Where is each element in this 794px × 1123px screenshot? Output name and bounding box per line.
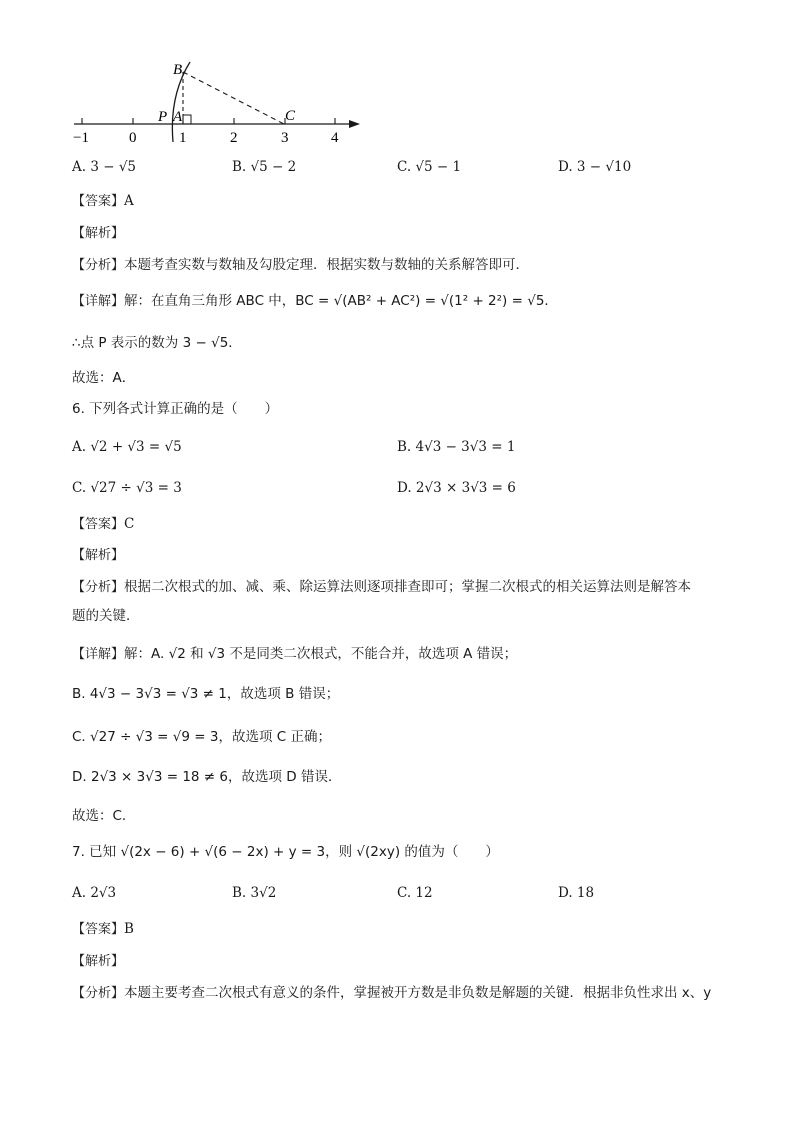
label-b: B <box>173 62 183 78</box>
tick-label: 3 <box>281 130 289 146</box>
q6-detail-d: D. 2√3 × 3√3 = 18 ≠ 6，故选项 D 错误． <box>72 769 342 785</box>
label-p: P <box>158 109 168 125</box>
fenxi-text: 本题考查实数与数轴及勾股定理．根据实数与数轴的关系解答即可． <box>124 257 530 273</box>
xiangjie-tag: 【详解】 <box>72 647 125 662</box>
q5-choose-line: 故选：A． <box>72 370 136 386</box>
q5-option-a: A. 3 − √5 <box>72 159 137 175</box>
q6-option-d: D. 2√3 × 3√3 = 6 <box>397 480 516 496</box>
q7-analysis-heading <box>72 951 124 972</box>
q6-stem: 6. 下列各式计算正确的是（ ） <box>72 401 279 417</box>
q6-choose-line: 故选：C． <box>72 808 136 824</box>
q5-analysis-heading <box>72 223 124 244</box>
q6-xiangjie-line <box>72 644 517 665</box>
q7-option-d: D. 18 <box>558 885 595 901</box>
q5-xiangjie-line <box>72 291 558 312</box>
q7-answer-line <box>72 919 134 940</box>
fenxi-text: 根据二次根式的加、减、乘、除运算法则逐项排查即可；掌握二次根式的相关运算法则是解答本 <box>124 579 692 595</box>
fenxi-tag: 【分析】 <box>72 258 125 273</box>
q5-option-b: B. √5 − 2 <box>232 159 297 175</box>
xiangjie-text: 解：A. √2 和 √3 不是同类二次根式，不能合并，故选项 A 错误； <box>124 646 518 662</box>
label-a: A <box>173 109 183 125</box>
q5-option-c: C. √5 − 1 <box>397 159 462 175</box>
q6-detail-c: C. √27 ÷ √3 = √9 = 3，故选项 C 正确； <box>72 729 331 745</box>
label-c: C <box>285 108 296 124</box>
tick-label: −1 <box>73 130 89 146</box>
right-angle-mark <box>183 115 191 124</box>
q6-option-c: C. √27 ÷ √3 = 3 <box>72 480 182 496</box>
fenxi-tag: 【分析】 <box>72 986 125 1001</box>
analysis-tag: 【解析】 <box>72 954 125 969</box>
number-line-figure <box>70 58 370 148</box>
fenxi-tag: 【分析】 <box>72 580 125 595</box>
q6-option-b: B. 4√3 − 3√3 = 1 <box>397 439 516 455</box>
answer-tag: 【答案】 <box>72 194 125 209</box>
xiangjie-text: 解：在直角三角形 ABC 中，BC = √(AB² + AC²) = √(1² + 2²) = √5． <box>124 293 558 309</box>
answer-tag: 【答案】 <box>72 517 125 532</box>
tick-label: 2 <box>230 130 238 146</box>
segment-bc <box>183 72 284 124</box>
analysis-tag: 【解析】 <box>72 548 125 563</box>
q7-stem: 7. 已知 √(2x − 6) + √(6 − 2x) + y = 3，则 √(2xy) 的值为（ ） <box>72 844 499 860</box>
q7-option-a: A. 2√3 <box>72 885 117 901</box>
q7-fenxi-line <box>72 983 711 1004</box>
q6-answer-line <box>72 514 134 535</box>
q6-analysis-heading <box>72 545 124 566</box>
q5-therefore-line: ∴点 P 表示的数为 3 − √5． <box>72 335 242 351</box>
q7-option-c: C. 12 <box>397 885 433 901</box>
q6-option-a: A. √2 + √3 = √5 <box>72 439 182 455</box>
q5-answer-line <box>72 191 134 212</box>
q6-detail-b: B. 4√3 − 3√3 = √3 ≠ 1，故选项 B 错误； <box>72 686 340 702</box>
q7-option-b: B. 3√2 <box>232 885 277 901</box>
tick-label: 0 <box>129 130 137 146</box>
tick-label: 4 <box>331 130 339 146</box>
answer-tag: 【答案】 <box>72 922 125 937</box>
q6-fenxi-line <box>72 577 691 598</box>
xiangjie-tag: 【详解】 <box>72 294 125 309</box>
tick-label: 1 <box>179 130 187 146</box>
axis-arrow <box>349 120 360 128</box>
q5-option-d: D. 3 − √10 <box>558 159 632 175</box>
answer-value: A <box>124 193 134 209</box>
q5-fenxi-line <box>72 255 529 276</box>
analysis-tag: 【解析】 <box>72 226 125 241</box>
answer-value: C <box>124 516 135 532</box>
fenxi-text: 本题主要考查二次根式有意义的条件，掌握被开方数是非负数是解题的关键．根据非负性求出 x、y <box>124 985 712 1001</box>
answer-value: B <box>124 921 134 937</box>
q6-fenxi-continuation: 题的关键． <box>72 608 140 624</box>
